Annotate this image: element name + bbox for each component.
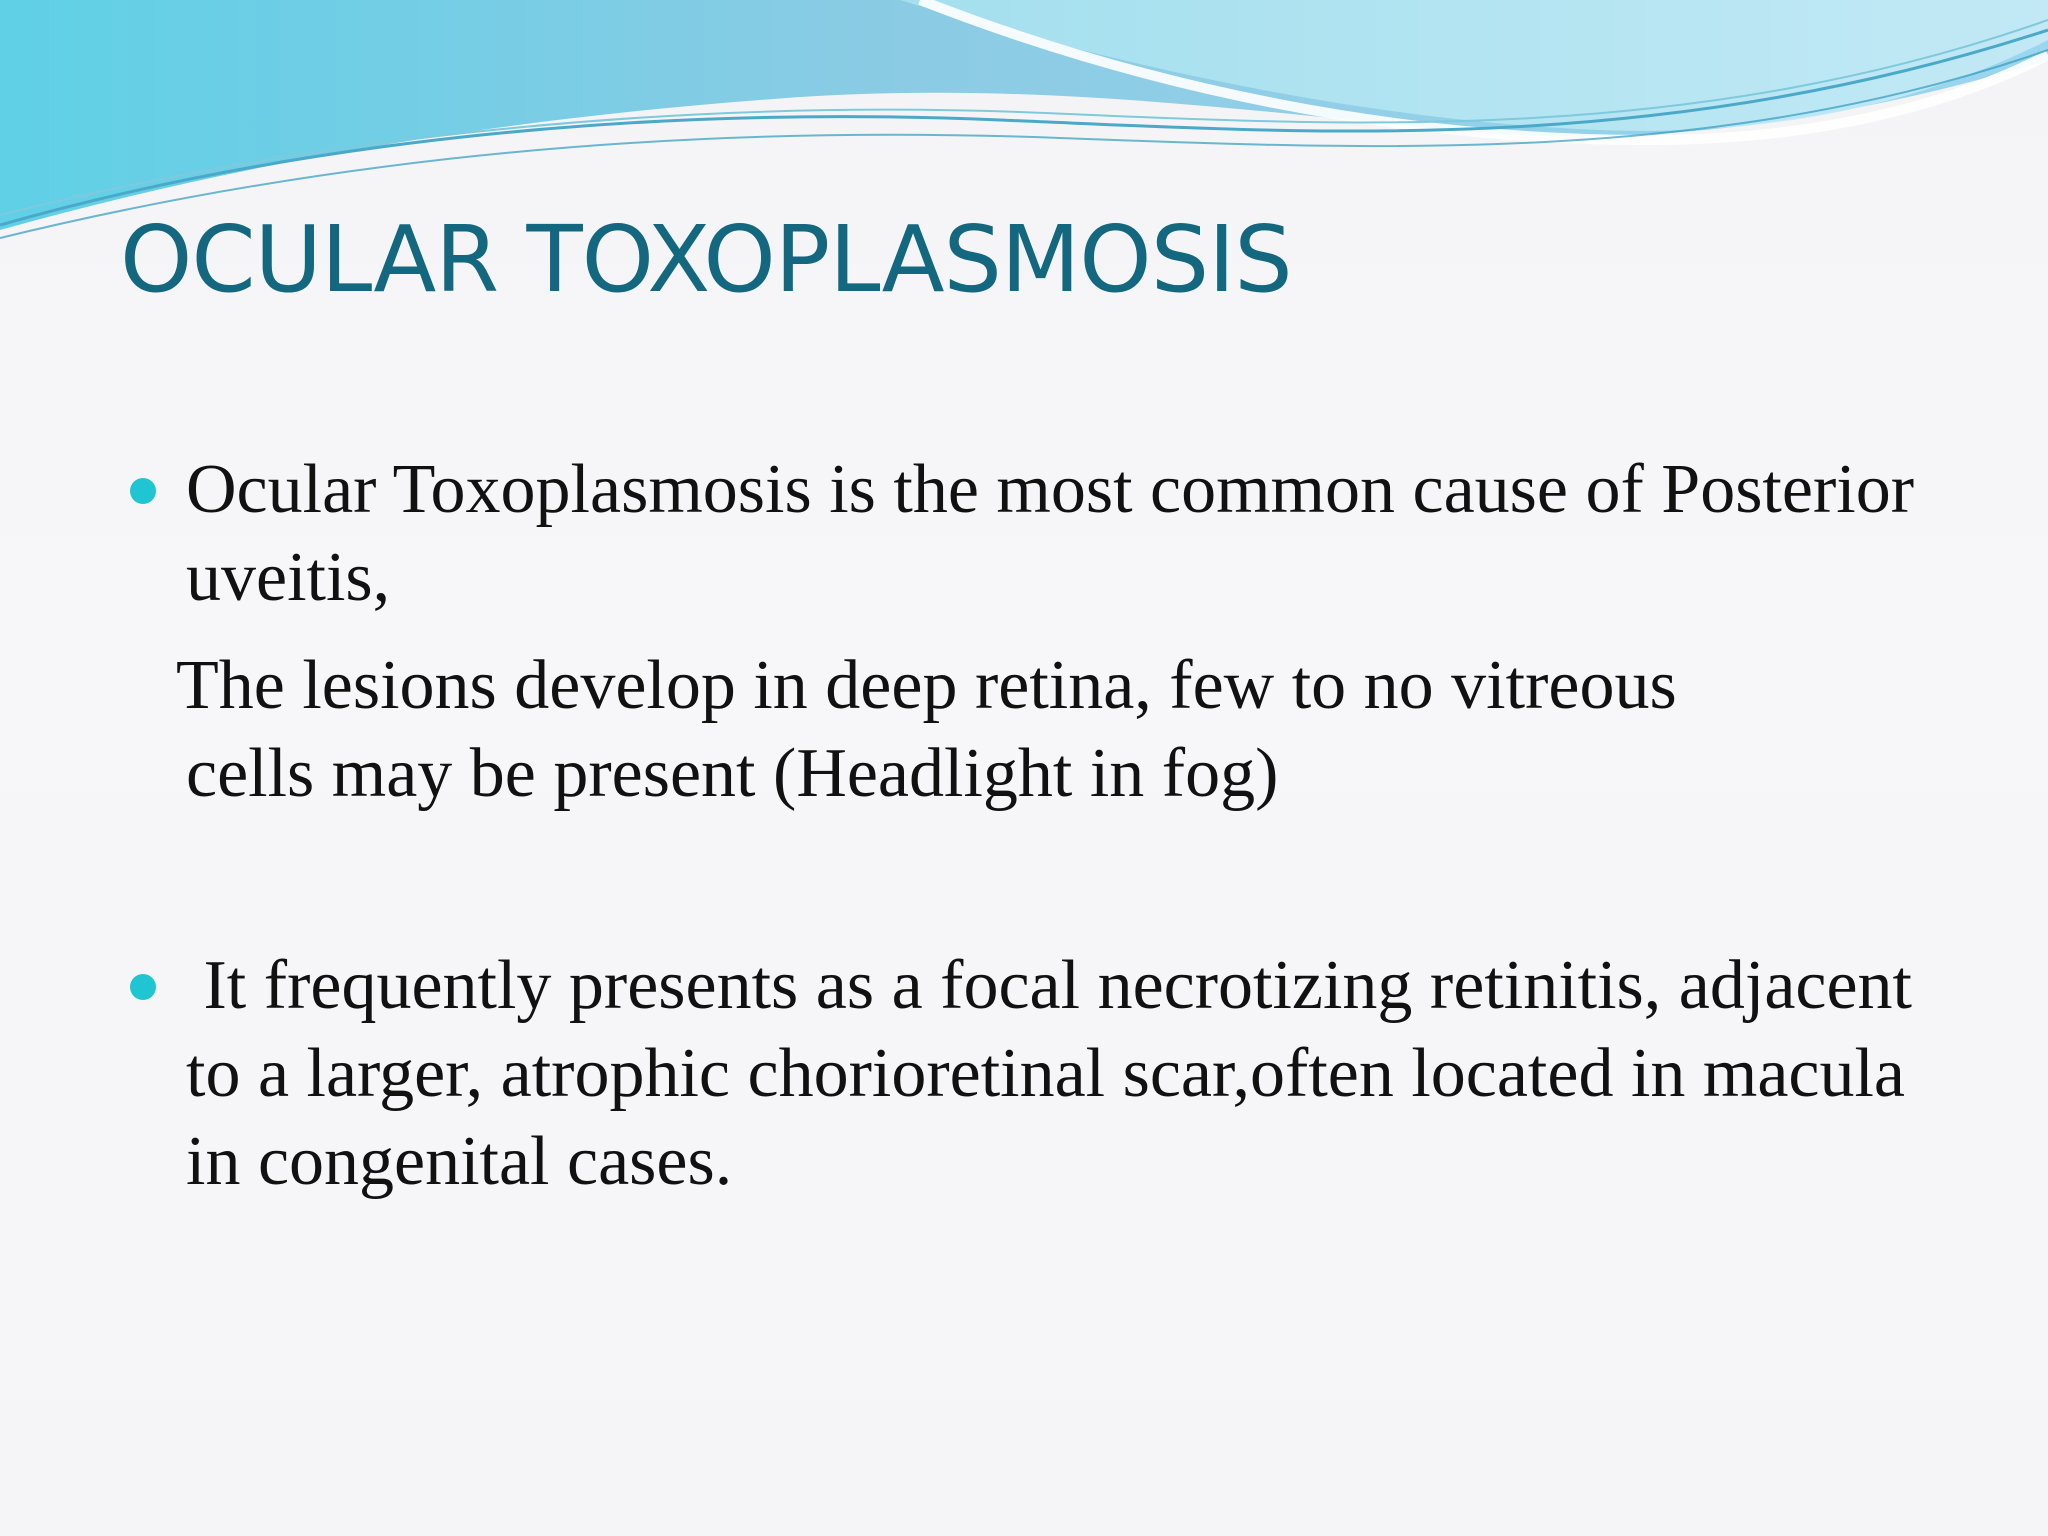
continuation-line-1: The lesions develop in deep retina, few to no vitreous xyxy=(176,647,1677,724)
continuation-text xyxy=(176,642,1966,818)
bullet-item-2: It frequently presents as a focal necrotizing retinitis, adjacent to a larger, atrophic chorioretinal scar,often located in macula in congenital cases. xyxy=(186,947,1930,1200)
bullet-item-1: Ocular Toxoplasmosis is the most common cause of Posterior uveitis, xyxy=(186,451,1915,616)
bullet-dot-icon xyxy=(130,974,156,1000)
slide-title: OCULAR TOXOPLASMOSIS xyxy=(120,206,1292,313)
bullet-dot-icon xyxy=(130,478,156,504)
continuation-line-2: cells may be present (Headlight in fog) xyxy=(186,735,1279,812)
